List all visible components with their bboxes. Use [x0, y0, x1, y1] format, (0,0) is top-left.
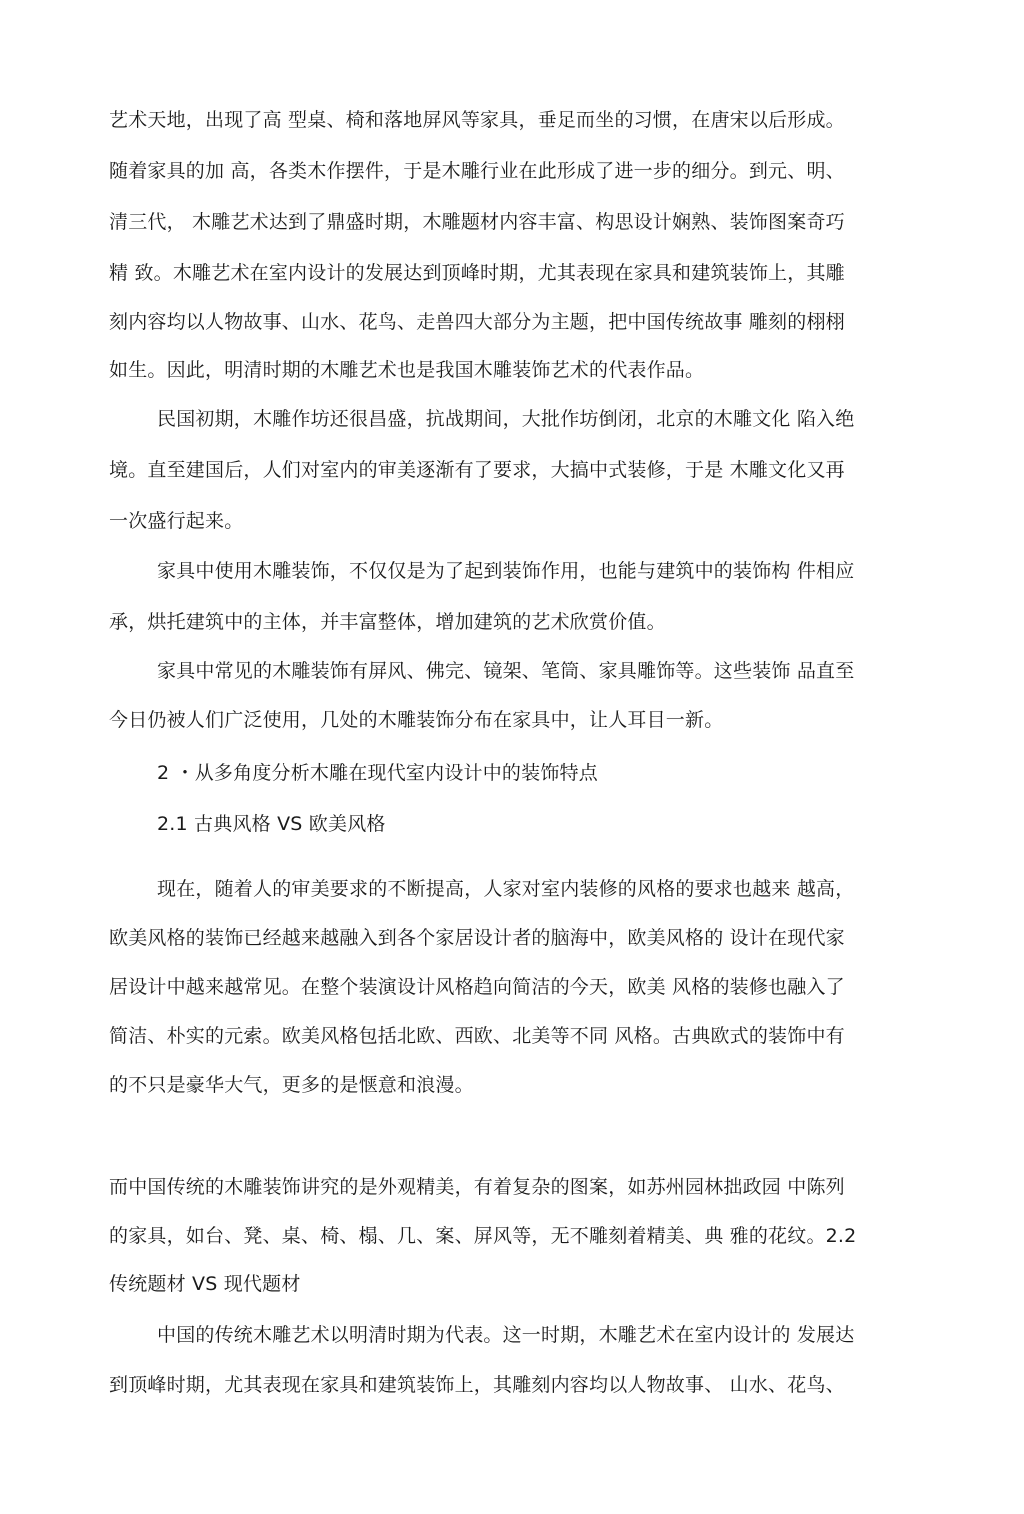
text-line: 刻内容均以人物故事、山水、花鸟、走兽四大部分为主题，把中国传统故事 雕刻的栩栩: [109, 311, 845, 333]
section-heading: 2 ・从多角度分析木雕在现代室内设计中的装饰特点: [157, 762, 598, 784]
text-line: 艺术天地，出现了高 型桌、椅和落地屏风等家具，垂足而坐的习惯，在唐宋以后形成。: [109, 109, 845, 131]
text-line: 精 致。木雕艺术在室内设计的发展达到顶峰时期，尤其表现在家具和建筑装饰上，其雕: [109, 262, 845, 284]
paragraph-first-line: 家具中使用木雕装饰，不仅仅是为了起到装饰作用，也能与建筑中的装饰构 件相应: [157, 560, 855, 582]
text-line: 居设计中越来越常见。在整个装演设计风格趋向简洁的今天，欧美 风格的装修也融入了: [109, 976, 845, 998]
subsection-heading: 传统题材 VS 现代题材: [109, 1273, 301, 1295]
text-line: 简洁、朴实的元索。欧美风格包括北欧、西欧、北美等不同 风格。古典欧式的装饰中有: [109, 1025, 845, 1047]
text-line: 的家具，如台、凳、桌、椅、榻、几、案、屏风等，无不雕刻着精美、典 雅的花纹。2.2: [109, 1225, 857, 1247]
text-line: 一次盛行起来。: [109, 510, 244, 532]
text-line: 的不只是豪华大气，更多的是惬意和浪漫。: [109, 1074, 474, 1096]
text-line: 而中国传统的木雕装饰讲究的是外观精美，有着复杂的图案，如苏州园林拙政园 中陈列: [109, 1176, 845, 1198]
text-line: 境。直至建国后，人们对室内的审美逐渐有了要求，大搞中式装修，于是 木雕文化又再: [109, 459, 845, 481]
text-line: 如生。因此，明清时期的木雕艺术也是我国木雕装饰艺术的代表作品。: [109, 359, 705, 381]
subsection-heading: 2.1 古典风格 VS 欧美风格: [157, 813, 386, 835]
paragraph-first-line: 中国的传统木雕艺术以明清时期为代表。这一时期，木雕艺术在室内设计的 发展达: [157, 1324, 855, 1346]
text-line: 承，烘托建筑中的主体，并丰富整体，增加建筑的艺术欣赏价值。: [109, 611, 666, 633]
paragraph-first-line: 民国初期，木雕作坊还很昌盛，抗战期间，大批作坊倒闭，北京的木雕文化 陷入绝: [157, 408, 855, 430]
text-line: 清三代， 木雕艺术达到了鼎盛时期，木雕题材内容丰富、构思设计娴熟、装饰图案奇巧: [109, 211, 845, 233]
text-line: 随着家具的加 高，各类木作摆件，于是木雕行业在此形成了进一步的细分。到元、明、: [109, 160, 845, 182]
paragraph-first-line: 现在，随着人的审美要求的不断提高，人家对室内装修的风格的要求也越来 越高，: [157, 878, 855, 900]
text-line: 今日仍被人们广泛使用，几处的木雕装饰分布在家具中，让人耳目一新。: [109, 709, 724, 731]
text-line: 欧美风格的装饰已经越来越融入到各个家居设计者的脑海中，欧美风格的 设计在现代家: [109, 927, 845, 949]
text-line: 到顶峰时期，尤其表现在家具和建筑装饰上，其雕刻内容均以人物故事、 山水、花鸟、: [109, 1374, 845, 1396]
paragraph-first-line: 家具中常见的木雕装饰有屏风、佛完、镜架、笔筒、家具雕饰等。这些装饰 品直至: [157, 660, 855, 682]
